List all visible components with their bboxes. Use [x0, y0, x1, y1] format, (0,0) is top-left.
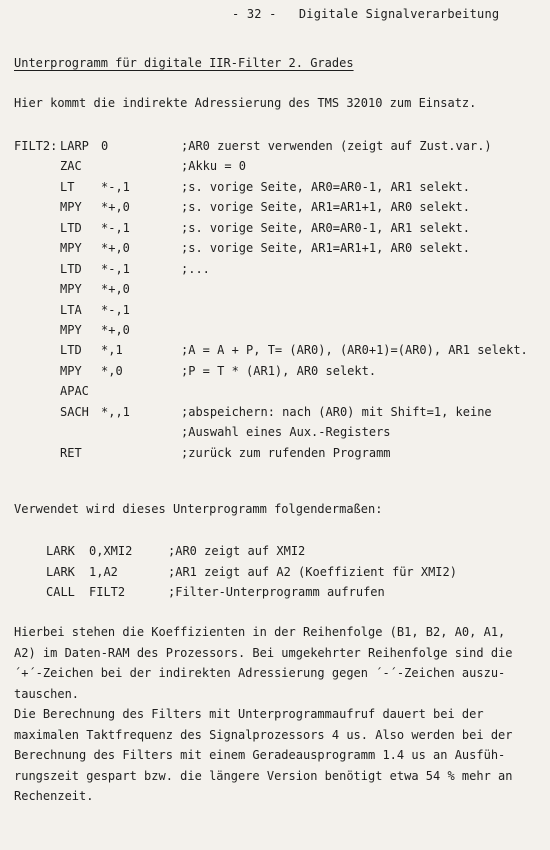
usage-opcode: CALL — [46, 585, 75, 599]
chapter-title: Digitale Signalverarbeitung — [298, 7, 500, 21]
code-operand: *-,1 — [101, 179, 130, 194]
paragraph-line: Berechnung des Filters mit einem Geradeausprogramm 1.4 us an Ausfüh- — [14, 748, 506, 762]
code-opcode: RET — [60, 445, 82, 460]
code-operand: *+,0 — [101, 282, 130, 297]
code-opcode: LTA — [60, 302, 82, 317]
usage-comment: ;Filter-Unterprogramm aufrufen — [168, 585, 385, 599]
code-operand: 0 — [101, 139, 109, 153]
code-opcode: MPY — [60, 322, 82, 337]
code-label: FILT2: — [14, 139, 58, 153]
code-operand: *-,1 — [101, 261, 130, 276]
code-operand: *,,1 — [101, 404, 130, 419]
code-opcode: APAC — [60, 384, 89, 399]
code-opcode: ZAC — [60, 159, 82, 174]
code-opcode: LARP — [60, 139, 89, 153]
code-comment: ;s. vorige Seite, AR1=AR1+1, AR0 selekt. — [181, 241, 470, 256]
code-comment: ;AR0 zuerst verwenden (zeigt auf Zust.var.) — [181, 139, 492, 153]
code-opcode: MPY — [60, 200, 82, 215]
code-opcode: LTD — [60, 220, 82, 235]
usage-opcode: LARK — [46, 564, 75, 579]
code-comment: ;zurück zum rufenden Programm — [181, 445, 391, 460]
usage-comment: ;AR1 zeigt auf A2 (Koeffizient für XMI2) — [168, 564, 457, 579]
code-operand: *+,0 — [101, 322, 130, 337]
code-opcode: MPY — [60, 282, 82, 297]
section-title: Unterprogramm für digitale IIR-Filter 2. Grades — [14, 56, 354, 70]
code-operand: *-,1 — [101, 220, 130, 235]
code-operand: *+,0 — [101, 200, 130, 215]
page-header — [232, 7, 499, 21]
code-operand: *,1 — [101, 343, 123, 358]
code-comment: ;P = T * (AR1), AR0 selekt. — [181, 363, 377, 378]
code-operand: *+,0 — [101, 241, 130, 256]
code-operand: *,0 — [101, 363, 123, 378]
code-opcode: LT — [60, 179, 75, 194]
usage-intro-text: Verwendet wird dieses Unterprogramm folgendermaßen: — [14, 502, 383, 516]
code-comment: ;s. vorige Seite, AR1=AR1+1, AR0 selekt. — [181, 200, 470, 215]
code-comment: ;Auswahl eines Aux.-Registers — [181, 425, 391, 440]
usage-opcode: LARK — [46, 544, 75, 558]
code-comment: ;A = A + P, T= (AR0), (AR0+1)=(AR0), AR1 selekt. — [181, 343, 528, 358]
intro-text: Hier kommt die indirekte Adressierung des TMS 32010 zum Einsatz. — [14, 96, 477, 110]
code-comment: ;s. vorige Seite, AR0=AR0-1, AR1 selekt. — [181, 179, 470, 194]
paragraph-line: rungszeit gespart bzw. die längere Version benötigt etwa 54 % mehr an — [14, 768, 513, 783]
paragraph-line: tauschen. — [14, 686, 80, 701]
paragraph-line: Rechenzeit. — [14, 789, 94, 803]
code-comment: ;s. vorige Seite, AR0=AR0-1, AR1 selekt. — [181, 220, 470, 235]
code-opcode: LTD — [60, 343, 82, 358]
paragraph-line: maximalen Taktfrequenz des Signalprozessors 4 us. Also werden bei der — [14, 727, 513, 742]
code-comment: ;Akku = 0 — [181, 159, 247, 174]
code-opcode: LTD — [60, 261, 82, 276]
paragraph-line: Die Berechnung des Filters mit Unterprogrammaufruf dauert bei der — [14, 707, 484, 721]
paragraph-line: ´+´-Zeichen bei der indirekten Adressierung gegen ´-´-Zeichen auszu- — [14, 666, 506, 680]
usage-operand: FILT2 — [89, 585, 126, 599]
code-operand: *-,1 — [101, 302, 130, 317]
usage-comment: ;AR0 zeigt auf XMI2 — [168, 544, 306, 558]
code-opcode: MPY — [60, 363, 82, 378]
usage-operand: 1,A2 — [89, 564, 118, 579]
code-comment: ;abspeichern: nach (AR0) mit Shift=1, keine — [181, 404, 492, 419]
closing-paragraph — [14, 622, 544, 807]
paragraph-line: Hierbei stehen die Koeffizienten in der Reihenfolge (B1, B2, A0, A1, — [14, 625, 506, 639]
usage-operand: 0,XMI2 — [89, 544, 133, 558]
code-comment: ;... — [181, 261, 210, 276]
paragraph-line: A2) im Daten-RAM des Prozessors. Bei umgekehrter Reihenfolge sind die — [14, 645, 513, 660]
code-opcode: SACH — [60, 404, 89, 419]
code-opcode: MPY — [60, 241, 82, 256]
page-number: - 32 - — [232, 7, 277, 21]
